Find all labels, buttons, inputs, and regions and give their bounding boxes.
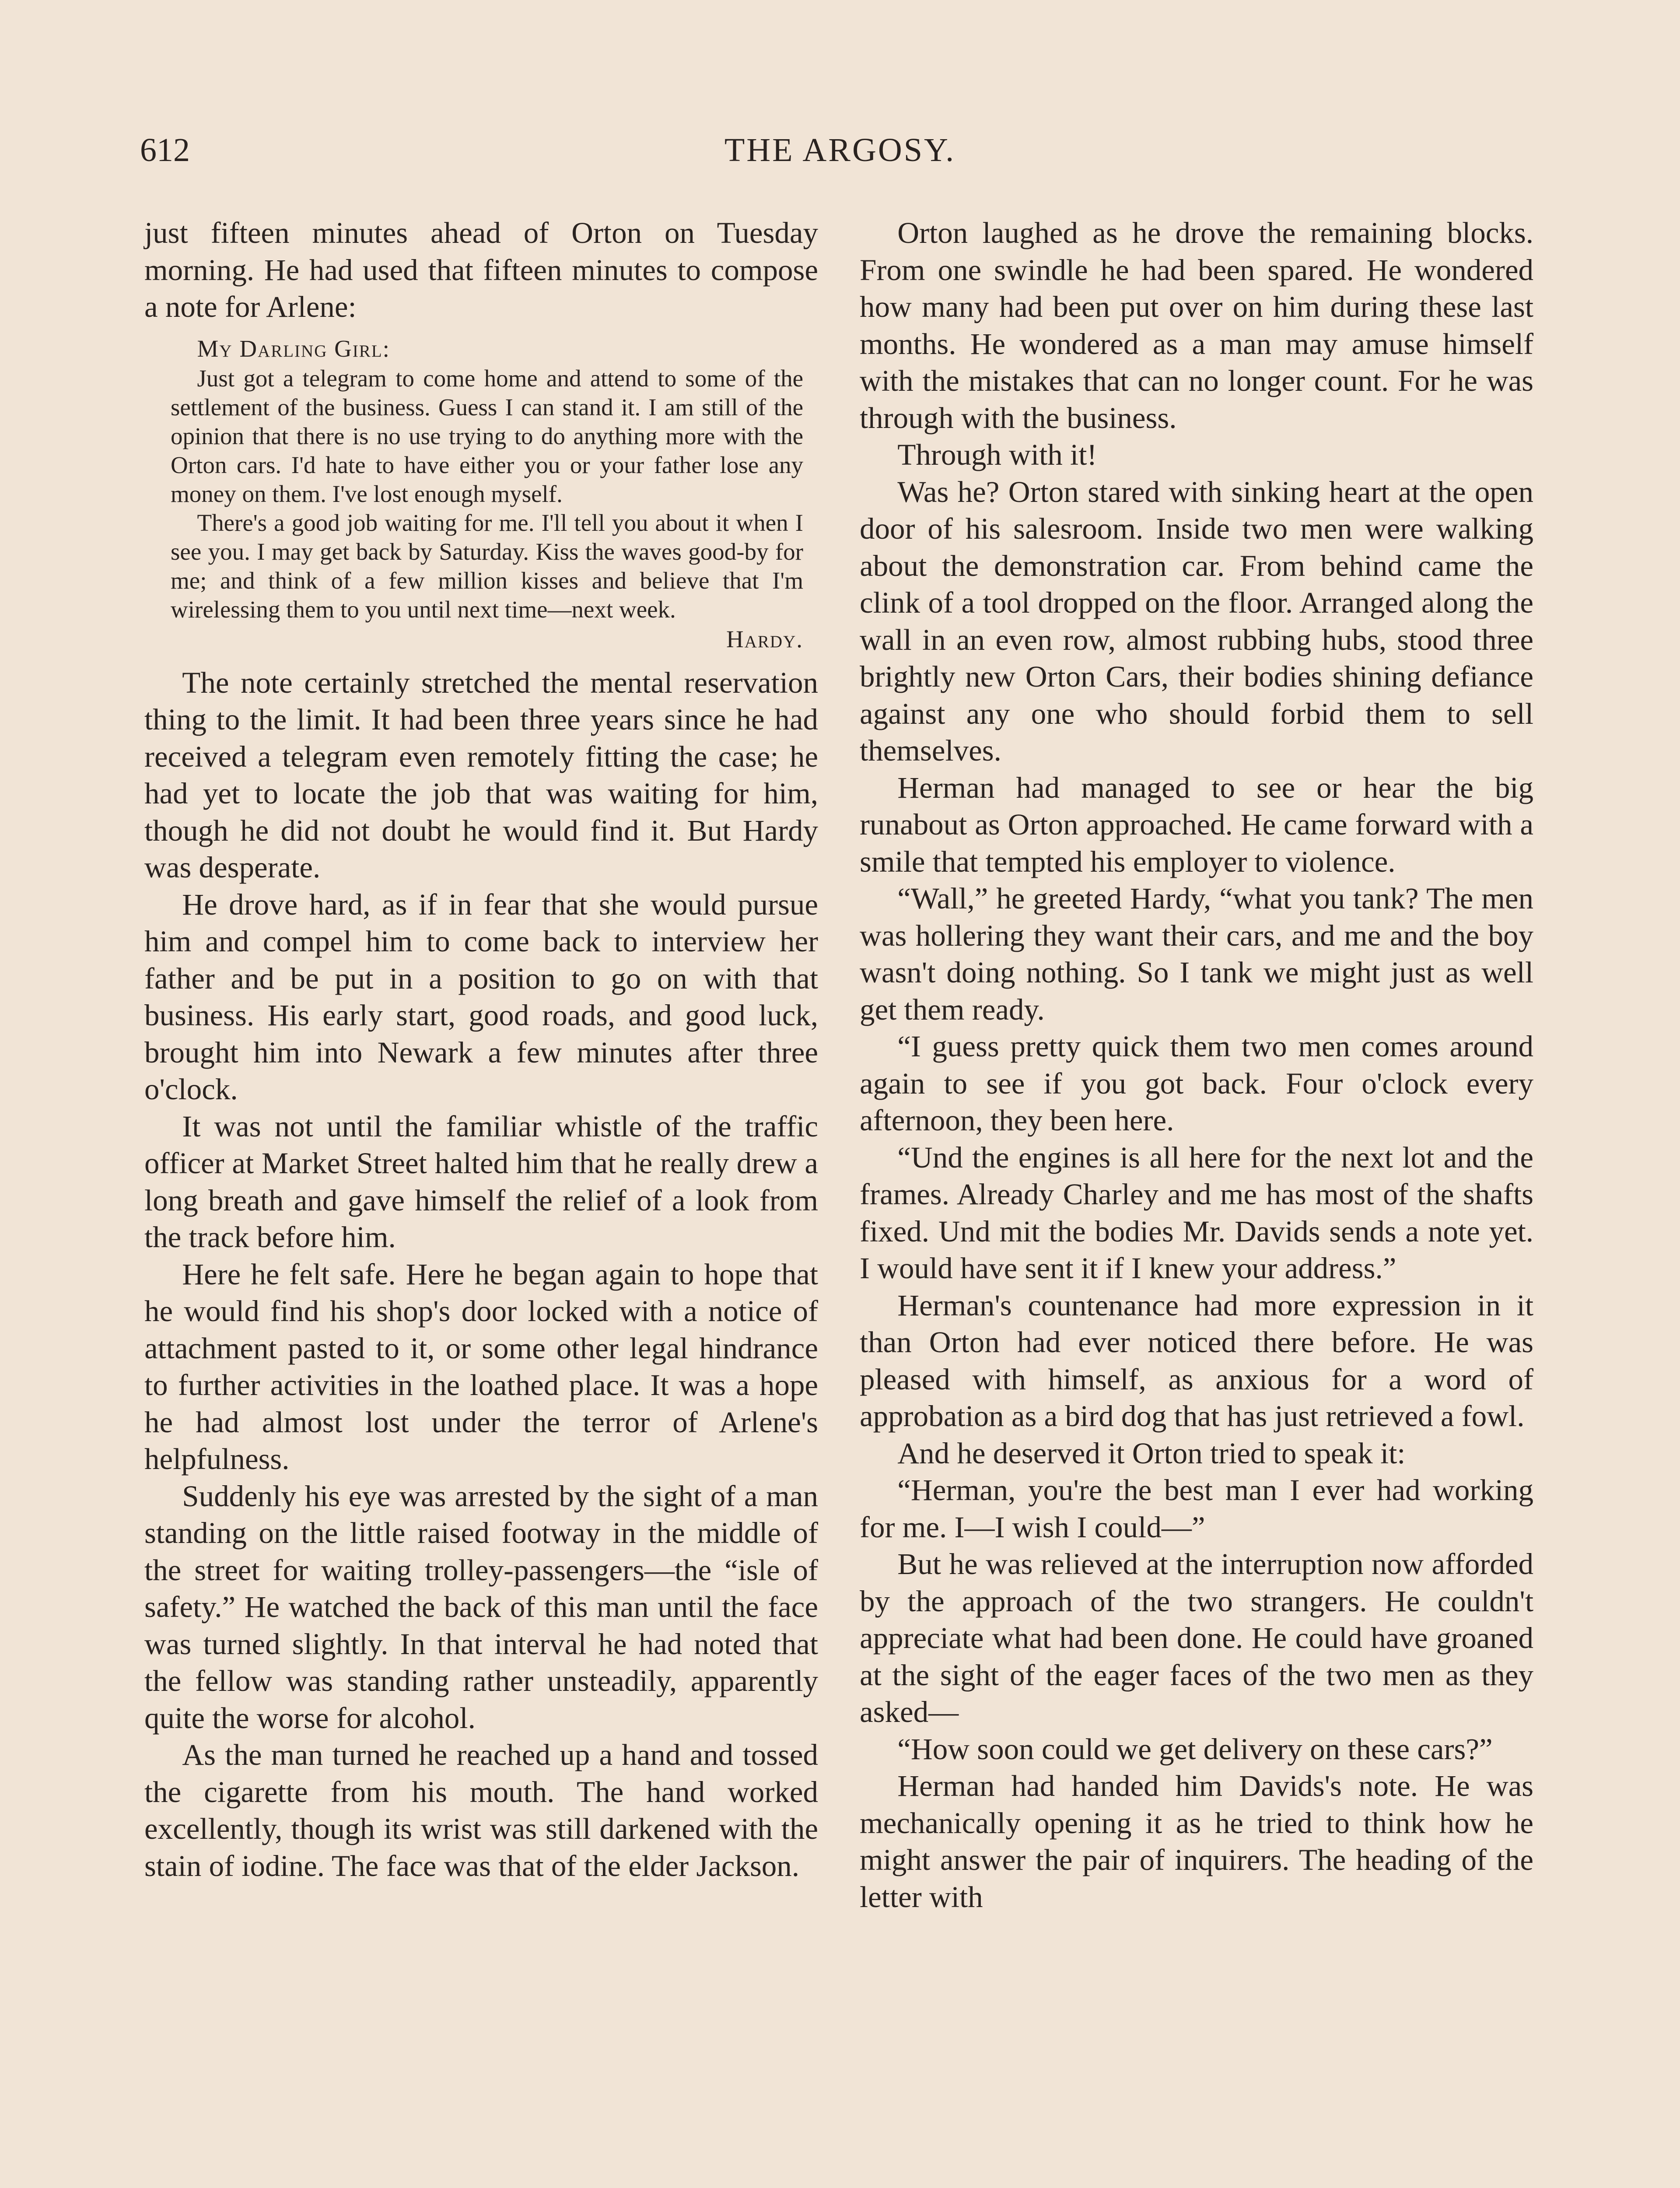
paragraph: “Herman, you're the best man I ever had working for me. I—I wish I could—” xyxy=(860,1473,1533,1544)
letter-paragraph: There's a good job waiting for me. I'll tell you about it when I see you. I may get back by Saturday. Kiss the waves good-by for me; and think of a few million kisses and believe that I'm wirelessing them to you until next time—next week. xyxy=(171,509,803,623)
paragraph: He drove hard, as if in fear that she would pursue him and compel him to come back to interview her father and be put in a position to go on with that business. His early start, good roads, and good luck, brought him into Newark a few minutes after three o'clock. xyxy=(144,887,818,1106)
paragraph: The note certainly stretched the mental reservation thing to the limit. It had been three years since he had received a telegram even remotely fitting the case; he had yet to locate the job that was waiting for him, though he did not doubt he would find it. But Hardy was desperate. xyxy=(144,666,818,884)
paragraph: Here he felt safe. Here he began again to hope that he would find his shop's door locked with a notice of attachment pasted to it, or some other legal hindrance to further activities in the loathed place. It was a hope he had almost lost under the terror of Arlene's helpfulness. xyxy=(144,1257,818,1476)
letter-signature: Hardy. xyxy=(726,625,803,652)
letter-paragraph: Just got a telegram to come home and attend to some of the settlement of the business. Guess I can stand it. I am still of the opinion that there is no use trying to do anything more with the Orton cars. I'd hate to have either you or your father lose any money on them. I've lost enough myself. xyxy=(171,365,803,507)
paragraph: Orton laughed as he drove the remaining blocks. From one swindle he had been spared. He wondered how many had been put over on him during these last months. He wondered as a man may amuse himself with the mistakes that can no longer count. For he was through with the business. xyxy=(860,216,1533,435)
paragraph: As the man turned he reached up a hand and tossed the cigarette from his mouth. The hand worked excellently, though its wrist was still darkened with the stain of iodine. The face was that of the elder Jackson. xyxy=(144,1738,818,1883)
paragraph: And he deserved it Orton tried to speak it: xyxy=(897,1436,1406,1470)
paragraph: “I guess pretty quick them two men comes around again to see if you got back. Four o'clock every afternoon, they been here. xyxy=(860,1030,1533,1137)
paragraph: Herman's countenance had more expression in it than Orton had ever noticed there before. He was pleased with himself, as anxious for a word of approbation as a bird dog that has just retrieved a fowl. xyxy=(860,1288,1533,1433)
paragraph: “Wall,” he greeted Hardy, “what you tank? The men was hollering they want their cars, and me and the boy wasn't doing nothing. So I tank we might just as well get them ready. xyxy=(860,882,1533,1026)
right-column xyxy=(860,214,1533,2188)
paragraph: “How soon could we get delivery on these cars?” xyxy=(897,1732,1493,1766)
paragraph: Was he? Orton stared with sinking heart at the open door of his salesroom. Inside two men were walking about the demonstration car. From behind came the clink of a tool dropped on the floor. Arranged along the wall in an even row, almost rubbing hubs, stood three brightly new Orton Cars, their bodies shining defiance against any one who should forbid them to sell themselves. xyxy=(860,475,1533,767)
paragraph: But he was relieved at the interruption now afforded by the approach of the two strangers. He couldn't appreciate what had been done. He could have groaned at the sight of the eager faces of the two men as they asked— xyxy=(860,1547,1533,1729)
letter-block xyxy=(171,334,803,654)
paragraph: Herman had managed to see or hear the big runabout as Orton approached. He came forward with a smile that tempted his employer to violence. xyxy=(860,771,1533,878)
paragraph: “Und the engines is all here for the next lot and the frames. Already Charley and me has most of the shafts fixed. Und mit the bodies Mr. Davids sends a note yet. I would have sent it if I knew your address.” xyxy=(860,1140,1533,1285)
paragraph: Suddenly his eye was arrested by the sight of a man standing on the little raised footway in the middle of the street for waiting trolley-passengers—the “isle of safety.” He watched the back of this man until the face was turned slightly. In that interval he had noted that the fellow was standing rather unsteadily, apparently quite the worse for alcohol. xyxy=(144,1479,818,1735)
paragraph: It was not until the familiar whistle of the traffic officer at Market Street halted him that he really drew a long breath and gave himself the relief of a look from the track before him. xyxy=(144,1109,818,1254)
left-column xyxy=(144,214,818,2188)
paragraph: Through with it! xyxy=(897,438,1097,471)
paragraph-intro: just fifteen minutes ahead of Orton on Tuesday morning. He had used that fifteen minutes to compose a note for Arlene: xyxy=(144,216,818,323)
page-header xyxy=(140,131,1540,179)
page-number: 612 xyxy=(140,132,190,168)
running-title: THE ARGOSY. xyxy=(724,132,956,168)
paragraph: Herman had handed him Davids's note. He was mechanically opening it as he tried to think how he might answer the pair of inquirers. The heading of the letter with xyxy=(860,1769,1533,1914)
letter-salutation: My Darling Girl: xyxy=(197,335,390,362)
